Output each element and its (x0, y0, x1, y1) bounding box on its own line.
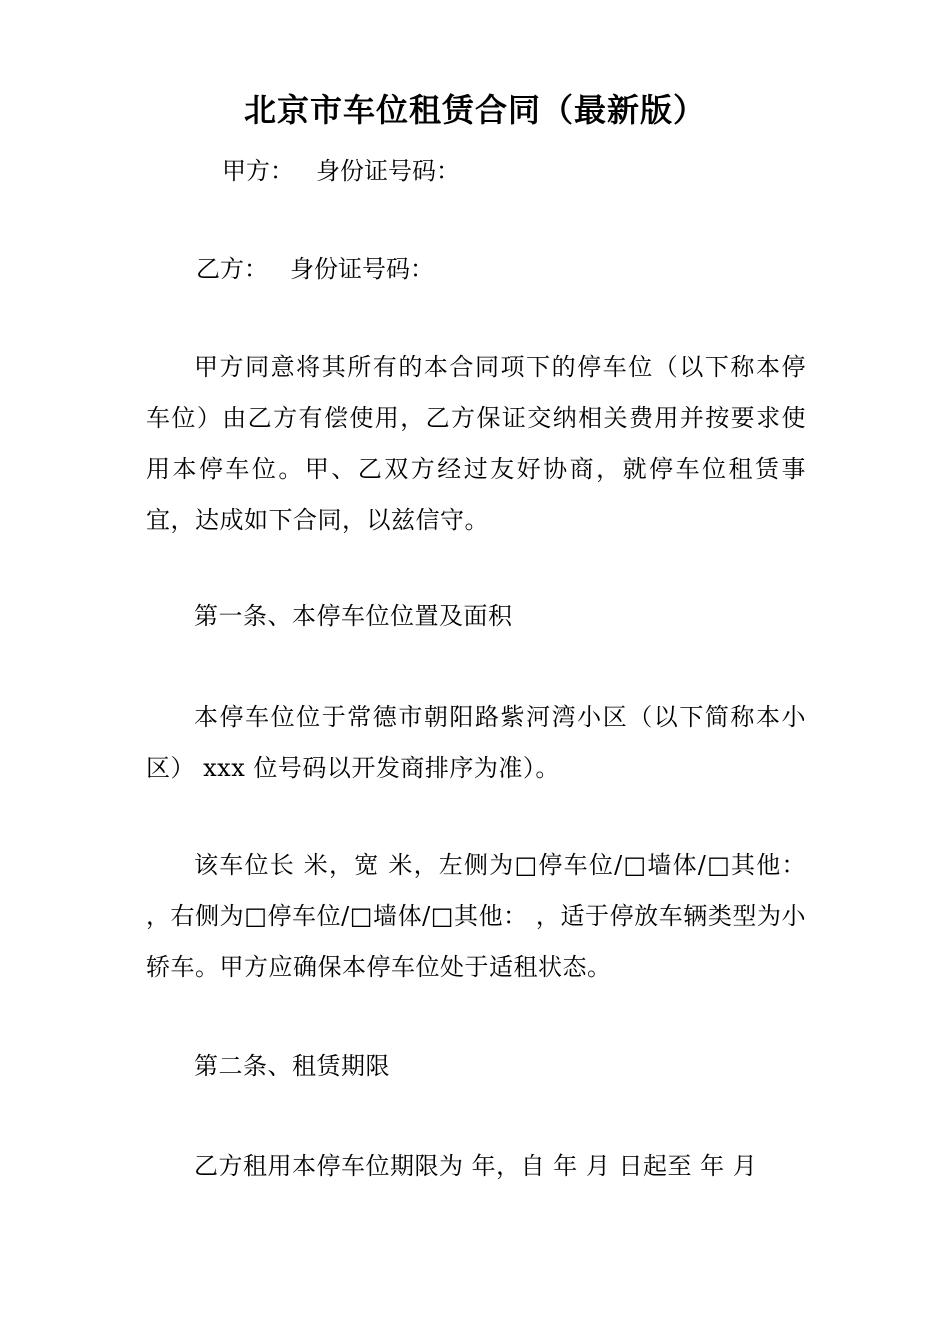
article1-location-paragraph: 本停车位位于常德市朝阳路紫河湾小区（以下简称本小区） xxx 位号码以开发商排序为准）。 (146, 703, 806, 782)
article2-term-paragraph: 乙方租用本停车位期限为 年，自 年 月 日起至 年 月 (194, 1152, 758, 1180)
intro-paragraph: 甲方同意将其所有的本合同项下的停车位（以下称本停车位）由乙方有偿使用，乙方保证交纳相关费用并按要求使用本停车位。甲、乙双方经过友好协商，就停车位租赁事宜，达成如下合同，以兹信守。 (146, 353, 806, 534)
article2-heading: 第二条、租赁期限 (194, 1052, 390, 1080)
document-title: 北京市车位租赁合同（最新版） (243, 91, 706, 129)
article1-size-paragraph: 该车位长 米，宽 米，左侧为□停车位/□墙体/□其他： ，右侧为□停车位/□墙体/□其他： ，适于停放车辆类型为小轿车。甲方应确保本停车位处于适租状态。 (146, 851, 806, 981)
party-a-id-label: 身份证号码： (316, 157, 460, 185)
article1-heading: 第一条、本停车位位置及面积 (194, 602, 513, 630)
party-b-label: 乙方： (196, 255, 268, 283)
party-a-line (222, 154, 460, 188)
party-b-id-label: 身份证号码： (290, 255, 434, 283)
party-b-line (196, 252, 434, 286)
party-a-label: 甲方： (222, 157, 294, 185)
